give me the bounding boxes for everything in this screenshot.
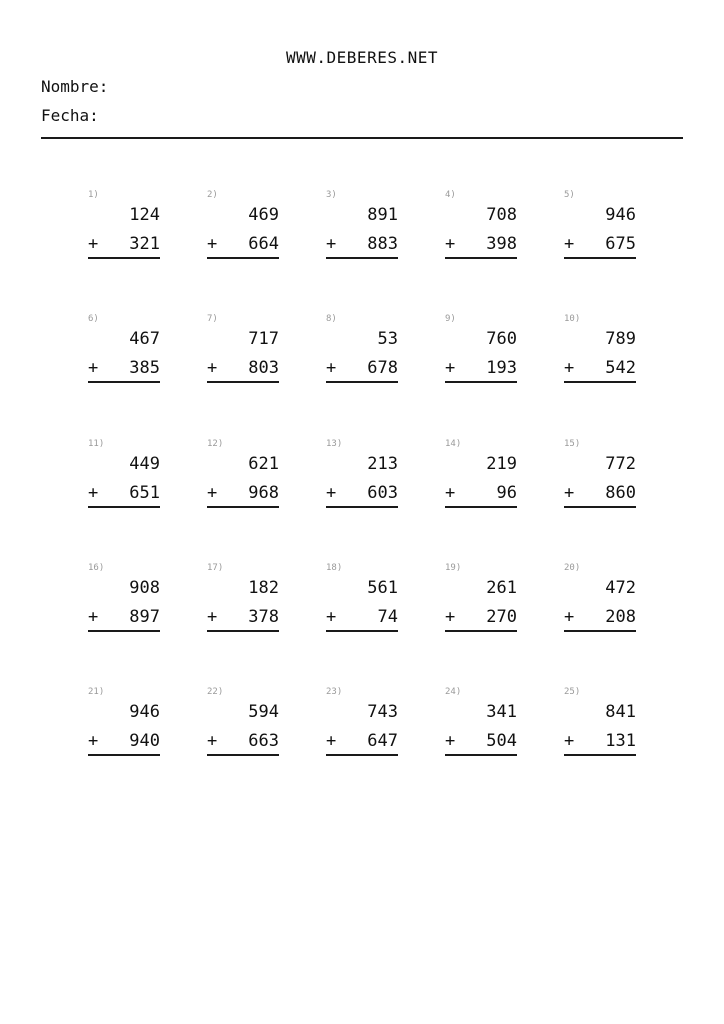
- plus-sign: +: [326, 483, 337, 503]
- answer-line: [445, 630, 517, 632]
- plus-sign: +: [564, 731, 575, 751]
- first-addend: 561: [367, 578, 398, 598]
- plus-sign: +: [564, 234, 575, 254]
- problem-number: 15): [564, 439, 581, 449]
- problem-number: 14): [445, 439, 462, 449]
- first-addend: 261: [486, 578, 517, 598]
- problem-number: 6): [88, 314, 99, 324]
- problem-number: 9): [445, 314, 456, 324]
- second-addend: 647: [367, 731, 398, 751]
- plus-sign: +: [88, 358, 99, 378]
- first-addend: 946: [129, 702, 160, 722]
- addition-problem: [564, 439, 640, 519]
- first-addend: 472: [605, 578, 636, 598]
- first-addend: 760: [486, 329, 517, 349]
- problem-number: 19): [445, 563, 462, 573]
- addition-problem: [88, 439, 164, 519]
- second-addend: 193: [486, 358, 517, 378]
- answer-line: [207, 754, 279, 756]
- addition-problem: [564, 190, 640, 270]
- second-addend: 968: [248, 483, 279, 503]
- plus-sign: +: [207, 358, 218, 378]
- answer-line: [88, 506, 160, 508]
- addition-problem: [326, 314, 402, 394]
- answer-line: [326, 506, 398, 508]
- first-addend: 891: [367, 205, 398, 225]
- problem-number: 8): [326, 314, 337, 324]
- first-addend: 341: [486, 702, 517, 722]
- plus-sign: +: [445, 234, 456, 254]
- problem-number: 22): [207, 687, 224, 697]
- second-addend: 270: [486, 607, 517, 627]
- plus-sign: +: [207, 607, 218, 627]
- second-addend: 321: [129, 234, 160, 254]
- answer-line: [207, 506, 279, 508]
- answer-line: [207, 381, 279, 383]
- problem-number: 20): [564, 563, 581, 573]
- answer-line: [326, 381, 398, 383]
- fecha-label: Fecha:: [41, 106, 99, 125]
- first-addend: 469: [248, 205, 279, 225]
- second-addend: 940: [129, 731, 160, 751]
- second-addend: 398: [486, 234, 517, 254]
- problem-number: 5): [564, 190, 575, 200]
- answer-line: [564, 630, 636, 632]
- first-addend: 213: [367, 454, 398, 474]
- addition-problem: [207, 687, 283, 767]
- first-addend: 467: [129, 329, 160, 349]
- first-addend: 743: [367, 702, 398, 722]
- problem-number: 4): [445, 190, 456, 200]
- answer-line: [564, 506, 636, 508]
- problem-number: 2): [207, 190, 218, 200]
- first-addend: 182: [248, 578, 279, 598]
- first-addend: 449: [129, 454, 160, 474]
- addition-problem: [207, 190, 283, 270]
- addition-problem: [88, 314, 164, 394]
- second-addend: 678: [367, 358, 398, 378]
- plus-sign: +: [326, 358, 337, 378]
- problem-number: 3): [326, 190, 337, 200]
- addition-problem: [445, 314, 521, 394]
- answer-line: [445, 506, 517, 508]
- problem-number: 11): [88, 439, 105, 449]
- second-addend: 208: [605, 607, 636, 627]
- first-addend: 708: [486, 205, 517, 225]
- plus-sign: +: [207, 731, 218, 751]
- problem-number: 21): [88, 687, 105, 697]
- problem-number: 13): [326, 439, 343, 449]
- plus-sign: +: [445, 731, 456, 751]
- answer-line: [445, 754, 517, 756]
- answer-line: [564, 754, 636, 756]
- nombre-label: Nombre:: [41, 77, 109, 96]
- answer-line: [88, 754, 160, 756]
- problem-number: 12): [207, 439, 224, 449]
- addition-problem: [326, 190, 402, 270]
- problem-number: 23): [326, 687, 343, 697]
- addition-problem: [564, 563, 640, 643]
- answer-line: [88, 630, 160, 632]
- addition-problem: [207, 439, 283, 519]
- first-addend: 908: [129, 578, 160, 598]
- answer-line: [445, 257, 517, 259]
- addition-problem: [326, 687, 402, 767]
- answer-line: [88, 381, 160, 383]
- addition-problem: [445, 439, 521, 519]
- answer-line: [326, 257, 398, 259]
- first-addend: 946: [605, 205, 636, 225]
- answer-line: [445, 381, 517, 383]
- second-addend: 883: [367, 234, 398, 254]
- plus-sign: +: [564, 483, 575, 503]
- problem-number: 1): [88, 190, 99, 200]
- addition-problem: [326, 439, 402, 519]
- first-addend: 53: [377, 329, 398, 349]
- plus-sign: +: [445, 358, 456, 378]
- plus-sign: +: [445, 607, 456, 627]
- plus-sign: +: [207, 234, 218, 254]
- second-addend: 803: [248, 358, 279, 378]
- plus-sign: +: [564, 607, 575, 627]
- answer-line: [326, 630, 398, 632]
- addition-problem: [88, 190, 164, 270]
- plus-sign: +: [88, 731, 99, 751]
- second-addend: 664: [248, 234, 279, 254]
- addition-problem: [564, 687, 640, 767]
- second-addend: 385: [129, 358, 160, 378]
- problem-number: 18): [326, 563, 343, 573]
- problem-number: 24): [445, 687, 462, 697]
- addition-problem: [88, 563, 164, 643]
- second-addend: 131: [605, 731, 636, 751]
- second-addend: 663: [248, 731, 279, 751]
- answer-line: [88, 257, 160, 259]
- plus-sign: +: [326, 234, 337, 254]
- addition-problem: [88, 687, 164, 767]
- problem-number: 10): [564, 314, 581, 324]
- addition-problem: [445, 190, 521, 270]
- first-addend: 219: [486, 454, 517, 474]
- plus-sign: +: [326, 731, 337, 751]
- plus-sign: +: [88, 234, 99, 254]
- problem-number: 25): [564, 687, 581, 697]
- second-addend: 860: [605, 483, 636, 503]
- second-addend: 96: [496, 483, 517, 503]
- first-addend: 772: [605, 454, 636, 474]
- first-addend: 717: [248, 329, 279, 349]
- problem-number: 7): [207, 314, 218, 324]
- plus-sign: +: [564, 358, 575, 378]
- problem-number: 16): [88, 563, 105, 573]
- answer-line: [326, 754, 398, 756]
- second-addend: 504: [486, 731, 517, 751]
- second-addend: 542: [605, 358, 636, 378]
- addition-problem: [564, 314, 640, 394]
- first-addend: 841: [605, 702, 636, 722]
- plus-sign: +: [88, 483, 99, 503]
- answer-line: [207, 630, 279, 632]
- first-addend: 594: [248, 702, 279, 722]
- second-addend: 675: [605, 234, 636, 254]
- answer-line: [207, 257, 279, 259]
- addition-problem: [445, 687, 521, 767]
- second-addend: 74: [377, 607, 398, 627]
- plus-sign: +: [88, 607, 99, 627]
- answer-line: [564, 381, 636, 383]
- addition-problem: [207, 563, 283, 643]
- plus-sign: +: [445, 483, 456, 503]
- site-title: WWW.DEBERES.NET: [286, 48, 438, 67]
- first-addend: 124: [129, 205, 160, 225]
- problem-number: 17): [207, 563, 224, 573]
- addition-problem: [445, 563, 521, 643]
- plus-sign: +: [207, 483, 218, 503]
- first-addend: 789: [605, 329, 636, 349]
- second-addend: 378: [248, 607, 279, 627]
- answer-line: [564, 257, 636, 259]
- second-addend: 603: [367, 483, 398, 503]
- plus-sign: +: [326, 607, 337, 627]
- addition-problem: [207, 314, 283, 394]
- second-addend: 897: [129, 607, 160, 627]
- second-addend: 651: [129, 483, 160, 503]
- first-addend: 621: [248, 454, 279, 474]
- addition-problem: [326, 563, 402, 643]
